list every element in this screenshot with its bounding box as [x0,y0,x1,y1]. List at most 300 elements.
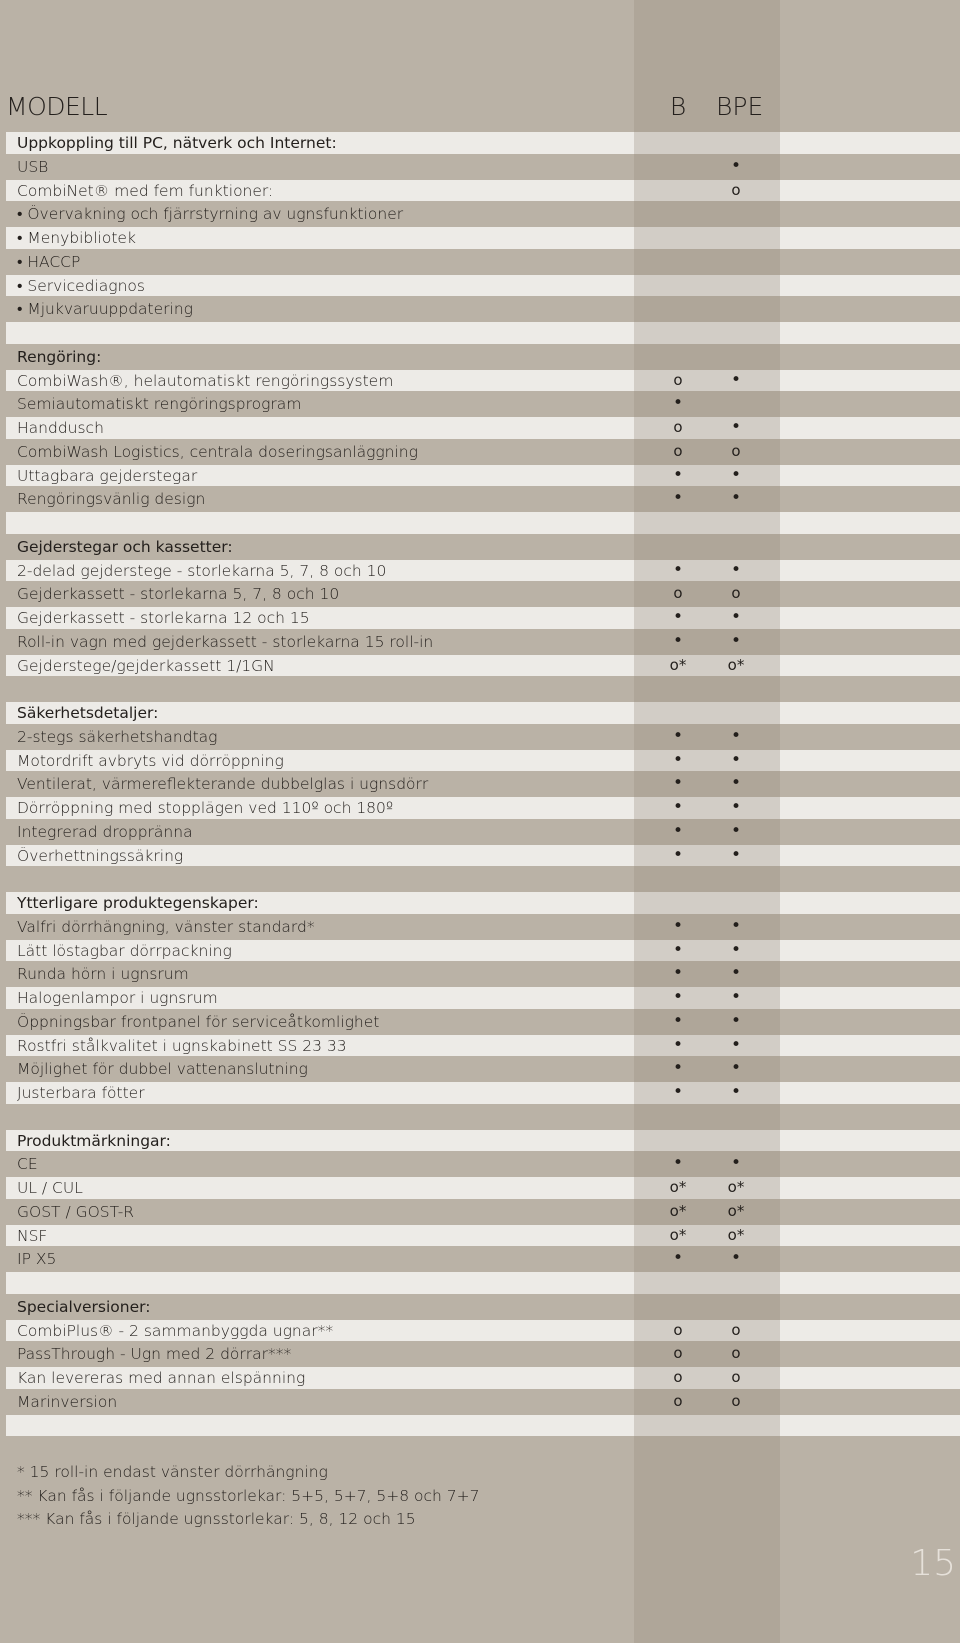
availability-mark-b: • [672,488,684,509]
availability-mark-bpe: o* [727,1178,745,1196]
row-background [6,322,634,344]
spacer-row [6,867,960,891]
feature-label: CombiWash Logistics, centrala doseringsanläggning [17,442,418,461]
row-background [634,1272,780,1294]
column-header-b: B [669,92,687,121]
availability-mark-bpe: • [730,1082,742,1102]
availability-mark-bpe: • [730,820,742,841]
feature-label: Möjlighet för dubbel vattenanslutning [17,1060,308,1079]
row-background [6,678,634,700]
feature-label: Lätt löstagbar dörrpackning [17,941,232,960]
table-row [6,297,960,321]
row-background [6,868,634,890]
row-background [634,203,780,225]
row-background [780,1296,960,1318]
feature-label: Rostfri stålkvalitet i ugnskabinett SS 23 33 [17,1036,347,1055]
row-background [6,1177,634,1199]
section-title: Gejderstegar och kassetter: [17,537,233,556]
row-background [634,275,780,297]
column-header-bpe: BPE [716,92,764,121]
availability-mark-b: o [673,584,683,603]
availability-mark-b: o* [669,1225,687,1244]
row-background [634,963,780,985]
availability-mark-b: o* [669,1201,687,1220]
feature-label: Gejderstege/gejderkassett 1/1GN [17,656,275,675]
row-background [634,1367,780,1389]
row-background [780,773,960,795]
row-background [6,156,634,178]
row-background [780,417,960,439]
row-background [634,868,780,890]
row-background [780,203,960,225]
row-background [780,892,960,914]
feature-label: Öppningsbar frontpanel för serviceåtkomlighet [17,1012,380,1031]
table-header [6,92,960,126]
availability-mark-b: o* [669,655,687,674]
row-background [634,1320,780,1342]
footnote: * 15 roll-in endast vänster dörrhängning [17,1463,328,1481]
row-background [634,845,780,867]
availability-mark-b: o [673,370,683,389]
row-background [634,370,780,392]
availability-mark-b: • [672,559,684,580]
row-background [780,1343,960,1365]
section-header-row [6,131,960,155]
table-row [6,392,960,416]
row-background [634,512,780,534]
row-background [634,655,780,677]
availability-mark-b: • [672,915,684,936]
availability-mark-b: • [672,1034,684,1055]
row-background [780,370,960,392]
table-row [6,1081,960,1105]
row-background [780,940,960,962]
section-header-row [6,1295,960,1319]
feature-label: IP X5 [17,1250,57,1269]
row-background [780,275,960,297]
feature-label: CombiNet® med fem funktioner: [17,181,274,200]
row-background [634,1082,780,1104]
table-row [6,226,960,250]
availability-mark-bpe: o* [727,655,745,674]
row-background [634,488,780,510]
row-background [780,156,960,178]
row-background [634,583,780,605]
availability-mark-bpe: • [730,1153,742,1174]
section-header-row [6,535,960,559]
availability-mark-b: o [673,418,683,436]
availability-mark-bpe: • [730,1248,742,1269]
spacer-row [6,1414,960,1438]
row-background [6,251,634,273]
table-row [6,487,960,511]
table-row [6,369,960,393]
availability-mark-bpe: o* [727,1201,745,1220]
availability-mark-bpe: o [731,1368,741,1386]
row-background [780,1106,960,1128]
feature-label: • Övervakning och fjärrstyrning av ugnsfunktioner [17,205,404,224]
row-background [780,1367,960,1389]
feature-label: NSF [17,1226,48,1245]
row-background [780,1415,960,1437]
feature-label: Runda hörn i ugnsrum [17,965,189,984]
section-header-row [6,345,960,369]
feature-label: • HACCP [17,252,81,271]
feature-label: Gejderkassett - storlekarna 12 och 15 [17,609,310,627]
availability-mark-bpe: • [730,607,742,627]
row-background [634,417,780,439]
row-background [780,393,960,415]
availability-mark-bpe: • [730,939,742,960]
row-background [634,465,780,487]
row-background [780,1248,960,1270]
row-background [634,346,780,368]
page-number: 15 [910,1543,956,1584]
availability-mark-bpe: • [730,749,742,770]
table-row [6,202,960,226]
feature-label: Ventilerat, värmereflekterande dubbelglas i ugnsdörr [17,775,429,794]
table-row [6,416,960,440]
row-background [634,773,780,795]
table-row [6,939,960,963]
table-row [6,1010,960,1034]
row-background [6,512,634,534]
row-background [634,797,780,819]
availability-mark-b: • [672,820,684,841]
availability-mark-bpe: • [730,725,742,746]
row-background [634,1035,780,1057]
table-row [6,844,960,868]
row-background [634,132,780,154]
table-row [6,725,960,749]
feature-label: Kan levereras med annan elspänning [17,1369,306,1387]
feature-label: CombiWash®, helautomatiskt rengöringssystem [17,371,394,390]
table-row [6,1034,960,1058]
spacer-row [6,1271,960,1295]
feature-label: Uttagbara gejderstegar [17,466,198,485]
row-background [780,251,960,273]
row-background [634,1391,780,1413]
availability-mark-b: • [672,393,684,414]
row-background [780,821,960,843]
row-background [634,702,780,724]
table-row [6,1057,960,1081]
availability-mark-bpe: • [730,369,742,390]
feature-label: Halogenlampor i ugnsrum [17,989,218,1007]
table-row [6,1152,960,1176]
row-background [634,227,780,249]
table-row [6,179,960,203]
feature-label: Semiautomatiskt rengöringsprogram [17,395,302,414]
table-row [6,1200,960,1224]
row-background [634,1343,780,1365]
feature-label: CombiPlus® - 2 sammanbyggda ugnar** [17,1321,334,1340]
row-background [634,892,780,914]
feature-label: CE [17,1155,38,1174]
availability-mark-b: • [672,725,684,746]
table-row [6,606,960,630]
row-background [780,987,960,1009]
row-background [780,655,960,677]
footnote: *** Kan fås i följande ugnsstorlekar: 5, 8, 12 och 15 [17,1510,416,1528]
row-background [780,750,960,772]
availability-mark-b: o [673,1344,683,1363]
availability-mark-bpe: o [731,180,741,199]
table-row [6,749,960,773]
row-background [780,488,960,510]
availability-mark-b: • [672,987,684,1007]
row-background [780,1320,960,1342]
availability-mark-bpe: • [730,1058,742,1079]
row-background [780,441,960,463]
row-background [780,1391,960,1413]
table-row [6,915,960,939]
spacer-row [6,321,960,345]
row-background [634,536,780,558]
row-background [6,1106,634,1128]
row-background [634,607,780,629]
availability-mark-bpe: • [730,488,742,509]
table-row [6,440,960,464]
row-background [780,1058,960,1080]
availability-mark-b: • [672,1082,684,1102]
feature-label: Justerbara fötter [17,1084,145,1102]
availability-mark-b: o [673,1368,683,1386]
row-background [6,1415,634,1437]
availability-mark-bpe: • [730,963,742,984]
availability-mark-bpe: • [730,987,742,1007]
row-background [780,512,960,534]
row-background [634,560,780,582]
availability-mark-b: • [672,1248,684,1269]
section-header-row [6,891,960,915]
row-background [780,465,960,487]
availability-mark-bpe: • [730,915,742,936]
row-background [634,1153,780,1175]
section-header-row [6,701,960,725]
feature-label: USB [17,157,49,176]
row-background [780,180,960,202]
row-background [634,1248,780,1270]
row-background [780,560,960,582]
availability-mark-bpe: • [730,417,742,437]
table-row [6,1176,960,1200]
row-background [634,940,780,962]
row-background [780,845,960,867]
availability-mark-bpe: • [730,797,742,817]
table-row [6,250,960,274]
availability-mark-bpe: o [731,1320,741,1339]
availability-mark-bpe: • [730,844,742,865]
row-background [780,1035,960,1057]
row-background [634,750,780,772]
availability-mark-b: • [672,607,684,627]
availability-mark-bpe: o* [727,1225,745,1244]
availability-mark-bpe: • [730,1034,742,1055]
availability-mark-b: • [672,464,684,485]
row-background [634,1201,780,1223]
row-background [634,631,780,653]
row-background [780,1225,960,1247]
availability-mark-b: o [673,1320,683,1339]
availability-mark-b: • [672,1058,684,1079]
row-background [780,726,960,748]
feature-label: Integrerad droppränna [17,822,193,841]
section-title: Uppkoppling till PC, nätverk och Internet: [17,134,337,152]
table-row [6,630,960,654]
row-background [780,868,960,890]
availability-mark-bpe: • [730,155,742,176]
feature-label: GOST / GOST-R [17,1202,135,1221]
row-background [780,1153,960,1175]
feature-label: 2-delad gejderstege - storlekarna 5, 7, 8 och 10 [17,561,387,580]
row-background [780,346,960,368]
row-background [634,393,780,415]
row-background [780,322,960,344]
feature-label: Rengöringsvänlig design [17,490,206,509]
section-header-row [6,1129,960,1153]
table-row [6,1247,960,1271]
availability-mark-bpe: o [731,584,741,603]
availability-mark-b: • [672,773,684,794]
feature-label: Motordrift avbryts vid dörröppning [17,751,284,770]
row-background [634,156,780,178]
feature-label: Dörröppning med stopplägen ved 110º och 180º [17,799,394,817]
row-background [634,987,780,1009]
row-background [6,1248,634,1270]
table-row [6,1366,960,1390]
page-title: MODELL [6,92,108,121]
row-background [634,180,780,202]
table-row [6,1224,960,1248]
row-background [780,298,960,320]
table-row [6,796,960,820]
row-background [634,1130,780,1152]
availability-mark-b: • [672,963,684,984]
row-background [6,1225,634,1247]
row-background [780,1201,960,1223]
row-background [634,441,780,463]
availability-mark-bpe: • [730,464,742,485]
table-row [6,654,960,678]
availability-mark-bpe: o [731,1344,741,1363]
row-background [780,536,960,558]
feature-label: Handdusch [17,419,104,437]
spacer-row [6,511,960,535]
row-background [780,227,960,249]
row-background [634,1106,780,1128]
row-background [780,607,960,629]
row-background [634,916,780,938]
footnote: ** Kan fås i följande ugnsstorlekar: 5+5, 5+7, 5+8 och 7+7 [17,1486,480,1505]
spacer-row [6,1105,960,1129]
row-background [634,678,780,700]
feature-label: 2-stegs säkerhetshandtag [17,727,218,746]
table-row [6,274,960,298]
availability-mark-b: o [673,1391,683,1410]
row-background [634,821,780,843]
feature-label: Marinversion [17,1392,118,1411]
feature-label: Gejderkassett - storlekarna 5, 7, 8 och 10 [17,585,340,604]
row-background [780,1177,960,1199]
feature-label: Överhettningssäkring [17,846,184,865]
availability-mark-bpe: • [730,773,742,794]
table-row [6,559,960,583]
row-background [780,1011,960,1033]
row-background [634,1225,780,1247]
availability-mark-b: • [672,844,684,865]
table-row [6,772,960,796]
row-background [634,1011,780,1033]
row-background [780,631,960,653]
availability-mark-b: o* [669,1178,687,1196]
availability-mark-b: • [672,749,684,770]
spacer-row [6,677,960,701]
availability-mark-bpe: o [731,1391,741,1410]
footnotes [17,1461,480,1532]
table-row [6,1319,960,1343]
availability-mark-bpe: • [730,559,742,580]
feature-label: • Servicediagnos [17,276,145,295]
row-background [634,726,780,748]
section-title: Rengöring: [17,347,102,366]
feature-label: Valfri dörrhängning, vänster standard* [17,917,315,936]
availability-mark-b: • [672,630,684,651]
table-row [6,155,960,179]
row-background [634,1296,780,1318]
row-background [780,702,960,724]
row-background [634,322,780,344]
feature-table [6,131,960,1437]
row-background [634,1177,780,1199]
availability-mark-bpe: o [731,441,741,460]
availability-mark-b: o [673,441,683,460]
row-background [780,1130,960,1152]
section-title: Produktmärkningar: [17,1131,171,1150]
availability-mark-bpe: • [730,630,742,651]
row-background [634,1058,780,1080]
table-row [6,986,960,1010]
row-background [6,1153,634,1175]
section-title: Specialversioner: [17,1297,151,1316]
table-row [6,1342,960,1366]
row-background [634,251,780,273]
row-background [780,916,960,938]
row-background [780,132,960,154]
availability-mark-b: • [672,939,684,960]
table-row [6,464,960,488]
section-title: Säkerhetsdetaljer: [17,704,159,722]
table-row [6,1390,960,1414]
table-row [6,962,960,986]
row-background [780,1272,960,1294]
feature-label: • Menybibliotek [17,229,136,247]
section-title: Ytterligare produktegenskaper: [17,894,259,912]
row-background [6,1272,634,1294]
feature-label: UL / CUL [17,1179,83,1197]
table-row [6,820,960,844]
row-background [780,1082,960,1104]
row-background [780,583,960,605]
row-background [634,1415,780,1437]
availability-mark-b: • [672,797,684,817]
row-background [780,963,960,985]
row-background [780,797,960,819]
feature-label: PassThrough - Ugn med 2 dörrar*** [17,1345,292,1364]
row-background [780,678,960,700]
feature-label: • Mjukvaruuppdatering [17,300,193,319]
feature-label: Roll-in vagn med gejderkassett - storlekarna 15 roll-in [17,632,434,651]
